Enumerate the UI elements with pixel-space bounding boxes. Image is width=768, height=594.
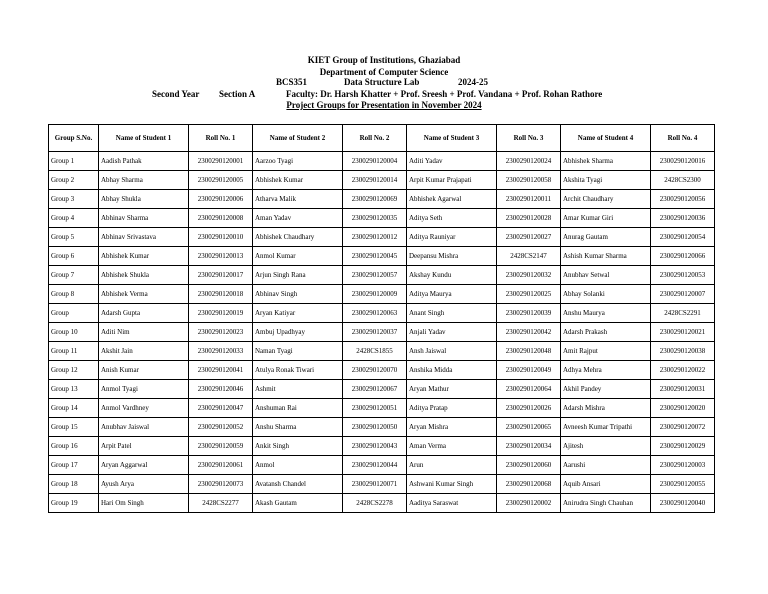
roll-no-cell: 2300290120024 (497, 152, 561, 171)
group-cell: Group 16 (49, 437, 99, 456)
table-row (49, 456, 715, 475)
column-header: Roll No. 4 (651, 125, 715, 152)
table-header-row (49, 125, 715, 152)
group-cell: Group 8 (49, 285, 99, 304)
roll-no-cell: 2300290120019 (189, 304, 253, 323)
roll-no-cell: 2428CS2291 (651, 304, 715, 323)
student-name-cell: Anubhav Jaiswal (99, 418, 189, 437)
faculty-line: Faculty: Dr. Harsh Khatter + Prof. Sreesh + Prof. Vandana + Prof. Rohan Rathore (286, 89, 603, 99)
student-name-cell: Aman Verma (407, 437, 497, 456)
student-name-cell: Akash Gautam (253, 494, 343, 513)
table-row (49, 418, 715, 437)
roll-no-cell: 2300290120023 (189, 323, 253, 342)
student-name-cell: Anmol Vardhney (99, 399, 189, 418)
roll-no-cell: 2300290120001 (189, 152, 253, 171)
roll-no-cell: 2300290120006 (189, 190, 253, 209)
student-name-cell: Aditya Pratap (407, 399, 497, 418)
roll-no-cell: 2428CS2300 (651, 171, 715, 190)
course-name: Data Structure Lab (344, 77, 420, 87)
roll-no-cell: 2300290120037 (343, 323, 407, 342)
student-name-cell: Aditya Rauniyar (407, 228, 497, 247)
roll-no-cell: 2300290120038 (651, 342, 715, 361)
table-body (49, 152, 715, 513)
student-name-cell: Adarsh Prakash (561, 323, 651, 342)
subtitle: Project Groups for Presentation in November 2024 (286, 100, 482, 110)
roll-no-cell: 2300290120039 (497, 304, 561, 323)
table-row (49, 228, 715, 247)
student-name-cell: Arun (407, 456, 497, 475)
student-name-cell: Aman Yadav (253, 209, 343, 228)
roll-no-cell: 2300290120018 (189, 285, 253, 304)
table-row (49, 342, 715, 361)
roll-no-cell: 2300290120063 (343, 304, 407, 323)
table-row (49, 361, 715, 380)
session: 2024-25 (458, 77, 488, 87)
student-name-cell: Ajitesh (561, 437, 651, 456)
roll-no-cell: 2300290120041 (189, 361, 253, 380)
roll-no-cell: 2300290120071 (343, 475, 407, 494)
roll-no-cell: 2300290120058 (497, 171, 561, 190)
roll-no-cell: 2300290120029 (651, 437, 715, 456)
group-cell: Group 5 (49, 228, 99, 247)
roll-no-cell: 2300290120050 (343, 418, 407, 437)
roll-no-cell: 2300290120004 (343, 152, 407, 171)
student-name-cell: Archit Chaudhary (561, 190, 651, 209)
roll-no-cell: 2300290120034 (497, 437, 561, 456)
group-cell: Group (49, 304, 99, 323)
column-header: Group S.No. (49, 125, 99, 152)
table-row (49, 304, 715, 323)
roll-no-cell: 2300290120072 (651, 418, 715, 437)
course-code: BCS351 (276, 77, 308, 87)
institute-title: KIET Group of Institutions, Ghaziabad (307, 55, 461, 65)
student-name-cell: Amit Rajput (561, 342, 651, 361)
student-name-cell: Ambuj Upadhyay (253, 323, 343, 342)
column-header: Name of Student 2 (253, 125, 343, 152)
group-cell: Group 19 (49, 494, 99, 513)
roll-no-cell: 2300290120067 (343, 380, 407, 399)
roll-no-cell: 2300290120013 (189, 247, 253, 266)
student-name-cell: Arpit Patel (99, 437, 189, 456)
student-name-cell: Ankit Singh (253, 437, 343, 456)
roll-no-cell: 2300290120069 (343, 190, 407, 209)
group-cell: Group 2 (49, 171, 99, 190)
group-cell: Group 1 (49, 152, 99, 171)
student-name-cell: Abhay Shukla (99, 190, 189, 209)
student-name-cell: Abhishek Sharma (561, 152, 651, 171)
group-cell: Group 11 (49, 342, 99, 361)
roll-no-cell: 2300290120061 (189, 456, 253, 475)
column-header: Name of Student 1 (99, 125, 189, 152)
section-label: Section A (219, 89, 256, 99)
student-name-cell: Akhil Pandey (561, 380, 651, 399)
student-name-cell: Atulya Ronak Tiwari (253, 361, 343, 380)
student-name-cell: Aryan Aggarwal (99, 456, 189, 475)
student-name-cell: Ashish Kumar Sharma (561, 247, 651, 266)
roll-no-cell: 2300290120035 (343, 209, 407, 228)
roll-no-cell: 2300290120036 (651, 209, 715, 228)
roll-no-cell: 2300290120003 (651, 456, 715, 475)
roll-no-cell: 2300290120068 (497, 475, 561, 494)
student-name-cell: Aryan Katiyar (253, 304, 343, 323)
student-name-cell: Adhya Mehra (561, 361, 651, 380)
student-name-cell: Aditi Yadav (407, 152, 497, 171)
table-row (49, 399, 715, 418)
roll-no-cell: 2300290120025 (497, 285, 561, 304)
student-name-cell: Ayush Arya (99, 475, 189, 494)
student-name-cell: Adarsh Gupta (99, 304, 189, 323)
student-name-cell: Abhishek Verma (99, 285, 189, 304)
student-name-cell: Aaditya Saraswat (407, 494, 497, 513)
student-name-cell: Anurag Gautam (561, 228, 651, 247)
student-name-cell: Akshay Kundu (407, 266, 497, 285)
table-row (49, 209, 715, 228)
roll-no-cell: 2300290120002 (497, 494, 561, 513)
student-name-cell: Atharva Malik (253, 190, 343, 209)
group-cell: Group 13 (49, 380, 99, 399)
student-name-cell: Aadish Pathak (99, 152, 189, 171)
student-name-cell: Hari Om Singh (99, 494, 189, 513)
student-name-cell: Anant Singh (407, 304, 497, 323)
column-header: Roll No. 1 (189, 125, 253, 152)
roll-no-cell: 2300290120059 (189, 437, 253, 456)
group-cell: Group 7 (49, 266, 99, 285)
student-name-cell: Aquib Ansari (561, 475, 651, 494)
roll-no-cell: 2300290120046 (189, 380, 253, 399)
roll-no-cell: 2428CS2147 (497, 247, 561, 266)
group-cell: Group 4 (49, 209, 99, 228)
roll-no-cell: 2300290120027 (497, 228, 561, 247)
student-name-cell: Abhinav Singh (253, 285, 343, 304)
table-row (49, 247, 715, 266)
year-label: Second Year (152, 89, 200, 99)
student-name-cell: Aditya Seth (407, 209, 497, 228)
student-name-cell: Aarzoo Tyagi (253, 152, 343, 171)
student-name-cell: Anmol Tyagi (99, 380, 189, 399)
table-row (49, 323, 715, 342)
roll-no-cell: 2300290120047 (189, 399, 253, 418)
student-name-cell: Abhinav Srivastava (99, 228, 189, 247)
roll-no-cell: 2300290120052 (189, 418, 253, 437)
student-name-cell: Arjun Singh Rana (253, 266, 343, 285)
group-cell: Group 6 (49, 247, 99, 266)
column-header: Roll No. 3 (497, 125, 561, 152)
student-name-cell: Abhishek Kumar (253, 171, 343, 190)
student-name-cell: Anirudra Singh Chauhan (561, 494, 651, 513)
table-row (49, 190, 715, 209)
student-name-cell: Avneesh Kumar Tripathi (561, 418, 651, 437)
student-name-cell: Anshuman Rai (253, 399, 343, 418)
roll-no-cell: 2300290120066 (651, 247, 715, 266)
roll-no-cell: 2300290120065 (497, 418, 561, 437)
roll-no-cell: 2300290120014 (343, 171, 407, 190)
student-name-cell: Abhishek Shukla (99, 266, 189, 285)
roll-no-cell: 2300290120057 (343, 266, 407, 285)
group-cell: Group 15 (49, 418, 99, 437)
group-cell: Group 12 (49, 361, 99, 380)
department-title: Department of Computer Science (319, 67, 449, 77)
student-name-cell: Akshit Jain (99, 342, 189, 361)
student-name-cell: Abhishek Kumar (99, 247, 189, 266)
student-name-cell: Arpit Kumar Prajapati (407, 171, 497, 190)
student-name-cell: Abhishek Chaudhary (253, 228, 343, 247)
roll-no-cell: 2300290120073 (189, 475, 253, 494)
student-name-cell: Aryan Mathur (407, 380, 497, 399)
roll-no-cell: 2300290120026 (497, 399, 561, 418)
column-header: Roll No. 2 (343, 125, 407, 152)
group-cell: Group 14 (49, 399, 99, 418)
roll-no-cell: 2300290120007 (651, 285, 715, 304)
table-row (49, 171, 715, 190)
roll-no-cell: 2300290120053 (651, 266, 715, 285)
student-name-cell: Anshu Sharma (253, 418, 343, 437)
roll-no-cell: 2300290120056 (651, 190, 715, 209)
column-header: Name of Student 4 (561, 125, 651, 152)
group-cell: Group 3 (49, 190, 99, 209)
group-cell: Group 17 (49, 456, 99, 475)
student-name-cell: Aarushi (561, 456, 651, 475)
roll-no-cell: 2300290120009 (343, 285, 407, 304)
student-name-cell: Anshika Midda (407, 361, 497, 380)
roll-no-cell: 2300290120064 (497, 380, 561, 399)
roll-no-cell: 2300290120048 (497, 342, 561, 361)
group-cell: Group 18 (49, 475, 99, 494)
roll-no-cell: 2300290120033 (189, 342, 253, 361)
student-name-cell: Anubhav Setwal (561, 266, 651, 285)
roll-no-cell: 2300290120016 (651, 152, 715, 171)
student-name-cell: Aditya Maurya (407, 285, 497, 304)
roll-no-cell: 2300290120008 (189, 209, 253, 228)
student-name-cell: Deepansu Mishra (407, 247, 497, 266)
student-name-cell: Anmol Kumar (253, 247, 343, 266)
roll-no-cell: 2300290120054 (651, 228, 715, 247)
table-row (49, 437, 715, 456)
student-name-cell: Anmol (253, 456, 343, 475)
student-name-cell: Abhinav Sharma (99, 209, 189, 228)
roll-no-cell: 2300290120055 (651, 475, 715, 494)
student-name-cell: Ashmit (253, 380, 343, 399)
student-name-cell: Abhay Sharma (99, 171, 189, 190)
student-name-cell: Anshu Maurya (561, 304, 651, 323)
roll-no-cell: 2300290120020 (651, 399, 715, 418)
roll-no-cell: 2300290120010 (189, 228, 253, 247)
student-name-cell: Anjali Yadav (407, 323, 497, 342)
roll-no-cell: 2300290120028 (497, 209, 561, 228)
student-name-cell: Aditi Nim (99, 323, 189, 342)
roll-no-cell: 2300290120049 (497, 361, 561, 380)
roll-no-cell: 2300290120012 (343, 228, 407, 247)
student-name-cell: Anish Kumar (99, 361, 189, 380)
roll-no-cell: 2300290120017 (189, 266, 253, 285)
table-row (49, 380, 715, 399)
roll-no-cell: 2300290120022 (651, 361, 715, 380)
roll-no-cell: 2300290120070 (343, 361, 407, 380)
roll-no-cell: 2428CS2278 (343, 494, 407, 513)
student-name-cell: Avatansh Chandel (253, 475, 343, 494)
roll-no-cell: 2300290120021 (651, 323, 715, 342)
project-groups-table (48, 124, 715, 513)
roll-no-cell: 2428CS2277 (189, 494, 253, 513)
roll-no-cell: 2300290120044 (343, 456, 407, 475)
roll-no-cell: 2300290120011 (497, 190, 561, 209)
student-name-cell: Adarsh Mishra (561, 399, 651, 418)
roll-no-cell: 2300290120032 (497, 266, 561, 285)
roll-no-cell: 2300290120051 (343, 399, 407, 418)
student-name-cell: Abhishek Agarwal (407, 190, 497, 209)
student-name-cell: Amar Kumar Giri (561, 209, 651, 228)
table-row (49, 494, 715, 513)
student-name-cell: Ashwani Kumar Singh (407, 475, 497, 494)
student-name-cell: Ansh Jaiswal (407, 342, 497, 361)
roll-no-cell: 2300290120031 (651, 380, 715, 399)
student-name-cell: Akshita Tyagi (561, 171, 651, 190)
group-cell: Group 10 (49, 323, 99, 342)
table-row (49, 285, 715, 304)
student-name-cell: Naman Tyagi (253, 342, 343, 361)
student-name-cell: Aryan Mishra (407, 418, 497, 437)
roll-no-cell: 2300290120045 (343, 247, 407, 266)
roll-no-cell: 2300290120042 (497, 323, 561, 342)
roll-no-cell: 2300290120043 (343, 437, 407, 456)
roll-no-cell: 2300290120005 (189, 171, 253, 190)
table-row (49, 266, 715, 285)
column-header: Name of Student 3 (407, 125, 497, 152)
table-row (49, 152, 715, 171)
roll-no-cell: 2300290120060 (497, 456, 561, 475)
student-name-cell: Abhay Solanki (561, 285, 651, 304)
roll-no-cell: 2300290120040 (651, 494, 715, 513)
roll-no-cell: 2428CS1855 (343, 342, 407, 361)
table-row (49, 475, 715, 494)
